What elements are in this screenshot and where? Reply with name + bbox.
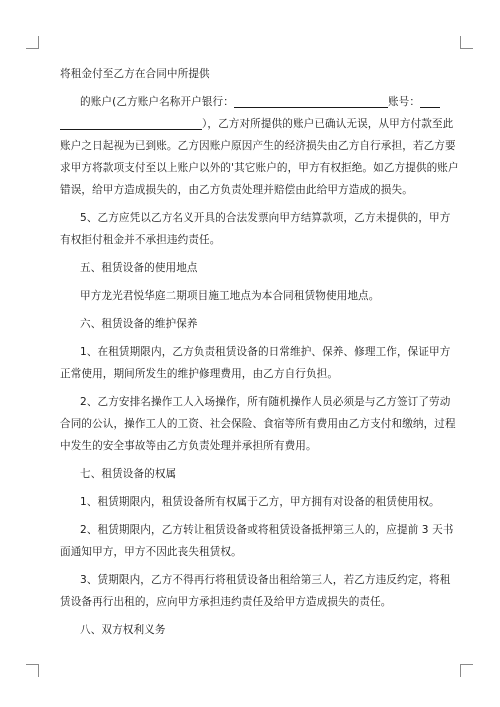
paragraph-line: 将租金付至乙方在合同中所提供	[60, 68, 210, 80]
section-heading-8: 八、双方权利义务	[80, 624, 166, 636]
clause-5-line: 5、乙方应凭以乙方名义开具的合法发票向甲方结算款项，乙方未提供的，甲方	[80, 212, 451, 224]
bank-name-blank	[234, 94, 388, 108]
clause-7-2-line: 2、租赁期限内，乙方转让租赁设备或将租赁设备抵押第三人的，应提前 3 天书	[80, 524, 454, 536]
account-line	[60, 91, 442, 113]
paragraph-line: 甲方龙光君悦华庭二期项目施工地点为本合同租赁物使用地点。	[80, 290, 380, 302]
crop-mark-top-left	[26, 36, 39, 49]
clause-7-1-line: 1、租赁期限内，租赁设备所有权属于乙方，甲方拥有对设备的租赁使用权。	[80, 496, 440, 508]
crop-mark-bottom-right	[460, 664, 473, 677]
account-label: 账号：	[387, 96, 421, 108]
clause-7-2-line: 面通知甲方，甲方不因此丧失租赁权。	[60, 546, 242, 558]
section-heading-7: 七、租赁设备的权属	[80, 468, 177, 480]
clause-7-3-line: 赁设备再行出租的，应向甲方承担违约责任及给甲方造成损失的责任。	[60, 596, 392, 608]
clause-6-2-line: 2、乙方安排名操作工人入场操作，所有随机操作人员必须是与乙方签订了劳动	[80, 396, 451, 408]
account-number-blank-continued	[60, 116, 202, 130]
paragraph-line: 账户之日起视为已到账。乙方因账户原因产生的经济损失由乙方自行承担，若乙方要	[60, 140, 456, 152]
section-heading-5: 五、租赁设备的使用地点	[80, 262, 198, 274]
paragraph-line: 求甲方将款项支付至以上账户以外的'其它账户的，甲方有权拒绝。如乙方提供的账户	[60, 162, 459, 174]
section-heading-6: 六、租赁设备的维护保养	[80, 318, 198, 330]
clause-6-2-line: 中发生的安全事故等由乙方负责处理并承担所有费用。	[60, 440, 317, 452]
account-confirm-text: ），乙方对所提供的账户已确认无误，从甲方付款至此	[202, 118, 454, 130]
clause-5-line: 有权拒付租金并不承担违约责任。	[60, 234, 221, 246]
paragraph-line: 错误，给甲方造成损失的，由乙方负责处理并赔偿由此给甲方造成的损失。	[60, 184, 413, 196]
clause-6-2-line: 合同的公认，操作工人的工资、社会保险、食宿等所有费用由乙方支付和缴纳，过程	[60, 418, 456, 430]
clause-7-3-line: 3、赁期限内，乙方不得再行将租赁设备出租给第三人，若乙方违反约定，将租	[80, 574, 451, 586]
clause-6-1-line: 1、在租赁期限内，乙方负责租赁设备的日常维护、保养、修理工作，保证甲方	[80, 346, 451, 358]
document-body	[60, 63, 459, 641]
crop-mark-top-right	[460, 36, 473, 49]
account-number-blank	[420, 94, 440, 108]
crop-mark-bottom-left	[26, 664, 39, 677]
account-line-continued	[60, 113, 454, 135]
clause-6-1-line: 正常使用，期间所发生的维护修理费用，由乙方自行负担。	[60, 368, 339, 380]
bank-label: 的账户(乙方账户名称开户银行：	[80, 96, 234, 108]
